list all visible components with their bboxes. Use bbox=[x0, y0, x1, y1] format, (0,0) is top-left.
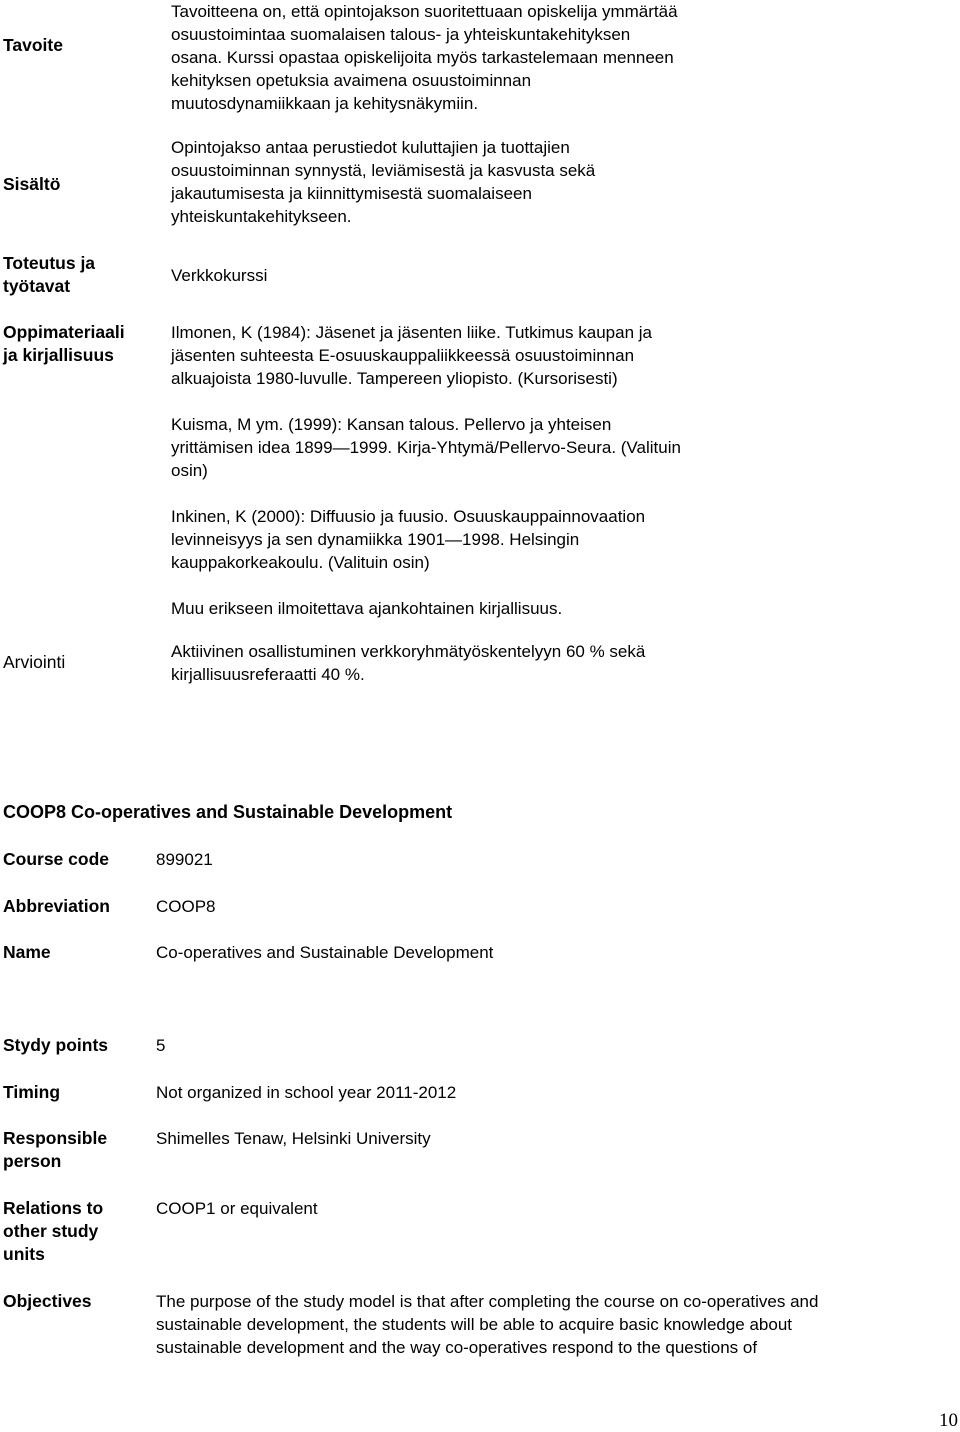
page-number: 10 bbox=[939, 1410, 958, 1431]
name-label: Name bbox=[3, 942, 51, 962]
arviointi-label: Arviointi bbox=[3, 652, 66, 672]
text-line: kirjallisuusreferaatti 40 %. bbox=[171, 665, 365, 684]
text-line: Kuisma, M ym. (1999): Kansan talous. Pellervo ja yhteisen bbox=[171, 415, 612, 434]
responsible-label bbox=[3, 1127, 107, 1173]
text-line: osin) bbox=[171, 461, 208, 480]
text-line: Ilmonen, K (1984): Jäsenet ja jäsenten liike. Tutkimus kaupan ja bbox=[171, 323, 652, 342]
abbreviation-label: Abbreviation bbox=[3, 896, 110, 916]
tavoite-text bbox=[171, 0, 756, 115]
label-line: työtavat bbox=[3, 276, 71, 296]
text-line: osuustoimintaa suomalaisen talous- ja yhteiskuntakehityksen bbox=[171, 25, 631, 44]
study-points-value: 5 bbox=[156, 1036, 166, 1055]
toteutus-label bbox=[3, 252, 95, 298]
text-line: Muu erikseen ilmoitettava ajankohtainen kirjallisuus. bbox=[171, 599, 563, 618]
text-line: sustainable development, the students will be able to acquire basic knowledge about bbox=[156, 1315, 793, 1334]
text-line: jakautumisesta ja kiinnittymisestä suomalaiseen bbox=[171, 184, 532, 203]
text-line: kauppakorkeakoulu. (Valituin osin) bbox=[171, 553, 430, 572]
course-code-value: 899021 bbox=[156, 850, 213, 869]
responsible-value: Shimelles Tenaw, Helsinki University bbox=[156, 1129, 431, 1148]
name-value: Co-operatives and Sustainable Development bbox=[156, 943, 494, 962]
text-line: The purpose of the study model is that after completing the course on co-operatives and bbox=[156, 1292, 819, 1311]
study-points-label: Stydy points bbox=[3, 1035, 109, 1055]
objectives-text bbox=[156, 1290, 946, 1359]
oppimateriaali-label bbox=[3, 321, 125, 367]
label-line: Oppimateriaali bbox=[3, 322, 125, 342]
text-line: alkuajoista 1980-luvulle. Tampereen yliopisto. (Kursorisesti) bbox=[171, 369, 618, 388]
text-line: Aktiivinen osallistuminen verkkoryhmätyöskentelyyn 60 % sekä bbox=[171, 642, 646, 661]
text-line: osana. Kurssi opastaa opiskelijoita myös tarkastelemaan menneen bbox=[171, 48, 674, 67]
text-line: levinneisyys ja sen dynamiikka 1901—1998. Helsingin bbox=[171, 530, 580, 549]
sisalto-text bbox=[171, 136, 756, 228]
text-line: Tavoitteena on, että opintojakson suoritettuaan opiskelija ymmärtää bbox=[171, 2, 678, 21]
objectives-label: Objectives bbox=[3, 1291, 92, 1311]
label-line: Relations to bbox=[3, 1198, 104, 1218]
sisalto-label: Sisältö bbox=[3, 174, 61, 194]
text-line: sustainable development and the way co-operatives respond to the questions of bbox=[156, 1338, 758, 1357]
text-line: kehityksen opetuksia avaimena osuustoiminnan bbox=[171, 71, 532, 90]
tavoite-label: Tavoite bbox=[3, 35, 63, 55]
timing-value: Not organized in school year 2011-2012 bbox=[156, 1083, 457, 1102]
course-code-label: Course code bbox=[3, 849, 109, 869]
abbreviation-value: COOP8 bbox=[156, 897, 216, 916]
label-line: other study bbox=[3, 1221, 99, 1241]
text-line: jäsenten suhteesta E-osuuskauppaliikkeessä osuustoiminnan bbox=[171, 346, 635, 365]
relations-value: COOP1 or equivalent bbox=[156, 1199, 318, 1218]
oppimateriaali-text bbox=[171, 321, 756, 620]
text-line: muutosdynamiikkaan ja kehitysnäkymiin. bbox=[171, 94, 479, 113]
text-line: Opintojakso antaa perustiedot kuluttajien ja tuottajien bbox=[171, 138, 570, 157]
label-line: units bbox=[3, 1244, 45, 1264]
text-line: osuustoiminnan synnystä, leviämisestä ja kasvusta sekä bbox=[171, 161, 596, 180]
label-line: ja kirjallisuus bbox=[3, 345, 114, 365]
timing-label: Timing bbox=[3, 1082, 61, 1102]
text-line: yrittämisen idea 1899—1999. Kirja-Yhtymä/Pellervo-Seura. (Valituin bbox=[171, 438, 681, 457]
toteutus-value: Verkkokurssi bbox=[171, 266, 268, 285]
arviointi-text bbox=[171, 640, 756, 686]
label-line: Responsible bbox=[3, 1128, 108, 1148]
relations-label bbox=[3, 1197, 103, 1266]
label-line: person bbox=[3, 1151, 62, 1171]
label-line: Toteutus ja bbox=[3, 253, 96, 273]
course-title: COOP8 Co-operatives and Sustainable Development bbox=[3, 802, 453, 822]
text-line: yhteiskuntakehitykseen. bbox=[171, 207, 352, 226]
text-line: Inkinen, K (2000): Diffuusio ja fuusio. Osuuskauppainnovaation bbox=[171, 507, 646, 526]
